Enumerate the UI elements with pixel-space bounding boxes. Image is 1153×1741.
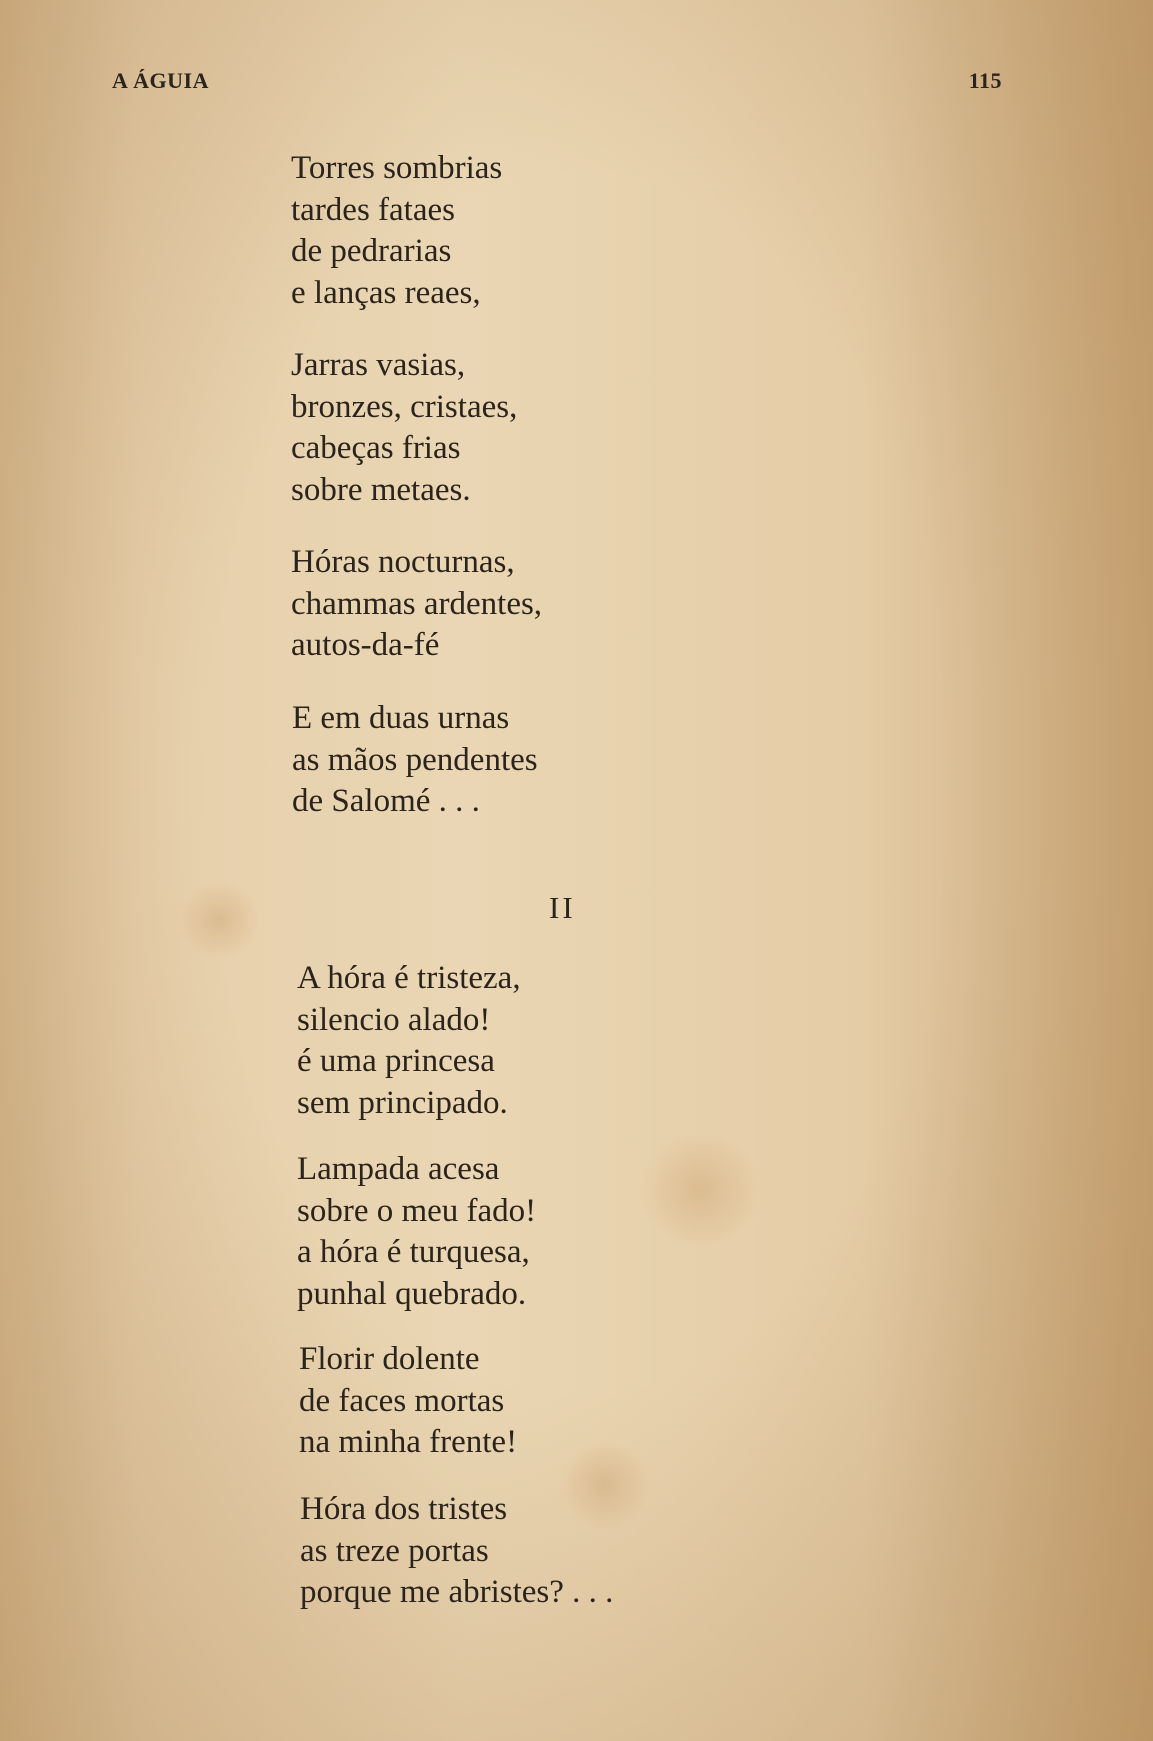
verse-line: sem principado. bbox=[297, 1084, 508, 1121]
verse-line: de pedrarias bbox=[291, 233, 452, 269]
running-head bbox=[112, 68, 1002, 98]
paper-stain bbox=[640, 1130, 760, 1250]
verse-line: de faces mortas bbox=[299, 1382, 505, 1419]
stanza bbox=[292, 698, 538, 823]
stanza bbox=[291, 345, 517, 511]
verse-line: porque me abristes? . . . bbox=[300, 1574, 614, 1610]
verse-line: Florir dolente bbox=[299, 1341, 480, 1377]
verse-line: sobre o meu fado! bbox=[297, 1192, 537, 1229]
verse-line: Lampada acesa bbox=[297, 1151, 500, 1187]
stanza bbox=[291, 148, 502, 314]
verse-line: silencio alado! bbox=[297, 1001, 491, 1038]
verse-line: de Salomé . . . bbox=[292, 783, 480, 819]
verse-line: A hóra é tristeza, bbox=[297, 960, 521, 996]
verse-line: a hóra é turquesa, bbox=[297, 1234, 530, 1270]
verse-line: cabeças frias bbox=[291, 430, 461, 466]
stanza bbox=[297, 1149, 536, 1315]
verse-line: Torres sombrias bbox=[291, 150, 503, 186]
stanza bbox=[291, 542, 542, 667]
page-number: 115 bbox=[968, 68, 1002, 93]
stanza bbox=[297, 958, 521, 1124]
verse-line: Jarras vasias, bbox=[291, 347, 466, 383]
verse-line: E em duas urnas bbox=[292, 700, 510, 736]
verse-line: Hóras nocturnas, bbox=[291, 544, 515, 580]
verse-line: sobre metaes. bbox=[291, 471, 471, 508]
verse-line: as treze portas bbox=[300, 1532, 489, 1569]
stanza bbox=[300, 1489, 613, 1614]
verse-line: e lanças reaes, bbox=[291, 274, 481, 311]
verse-line: chammas ardentes, bbox=[291, 585, 543, 622]
verse-line: tardes fataes bbox=[291, 191, 455, 228]
verse-line: Hóra dos tristes bbox=[300, 1491, 508, 1527]
journal-title: A ÁGUIA bbox=[112, 68, 210, 93]
verse-line: as mãos pendentes bbox=[292, 741, 538, 778]
verse-line: é uma princesa bbox=[297, 1043, 495, 1079]
verse-line: punhal quebrado. bbox=[297, 1275, 527, 1312]
paper-stain bbox=[180, 880, 260, 960]
verse-line: autos-da-fé bbox=[291, 627, 440, 663]
stanza bbox=[299, 1339, 517, 1464]
verse-line: na minha frente! bbox=[299, 1424, 518, 1460]
verse-line: bronzes, cristaes, bbox=[291, 388, 518, 425]
section-numeral: II bbox=[549, 890, 576, 925]
